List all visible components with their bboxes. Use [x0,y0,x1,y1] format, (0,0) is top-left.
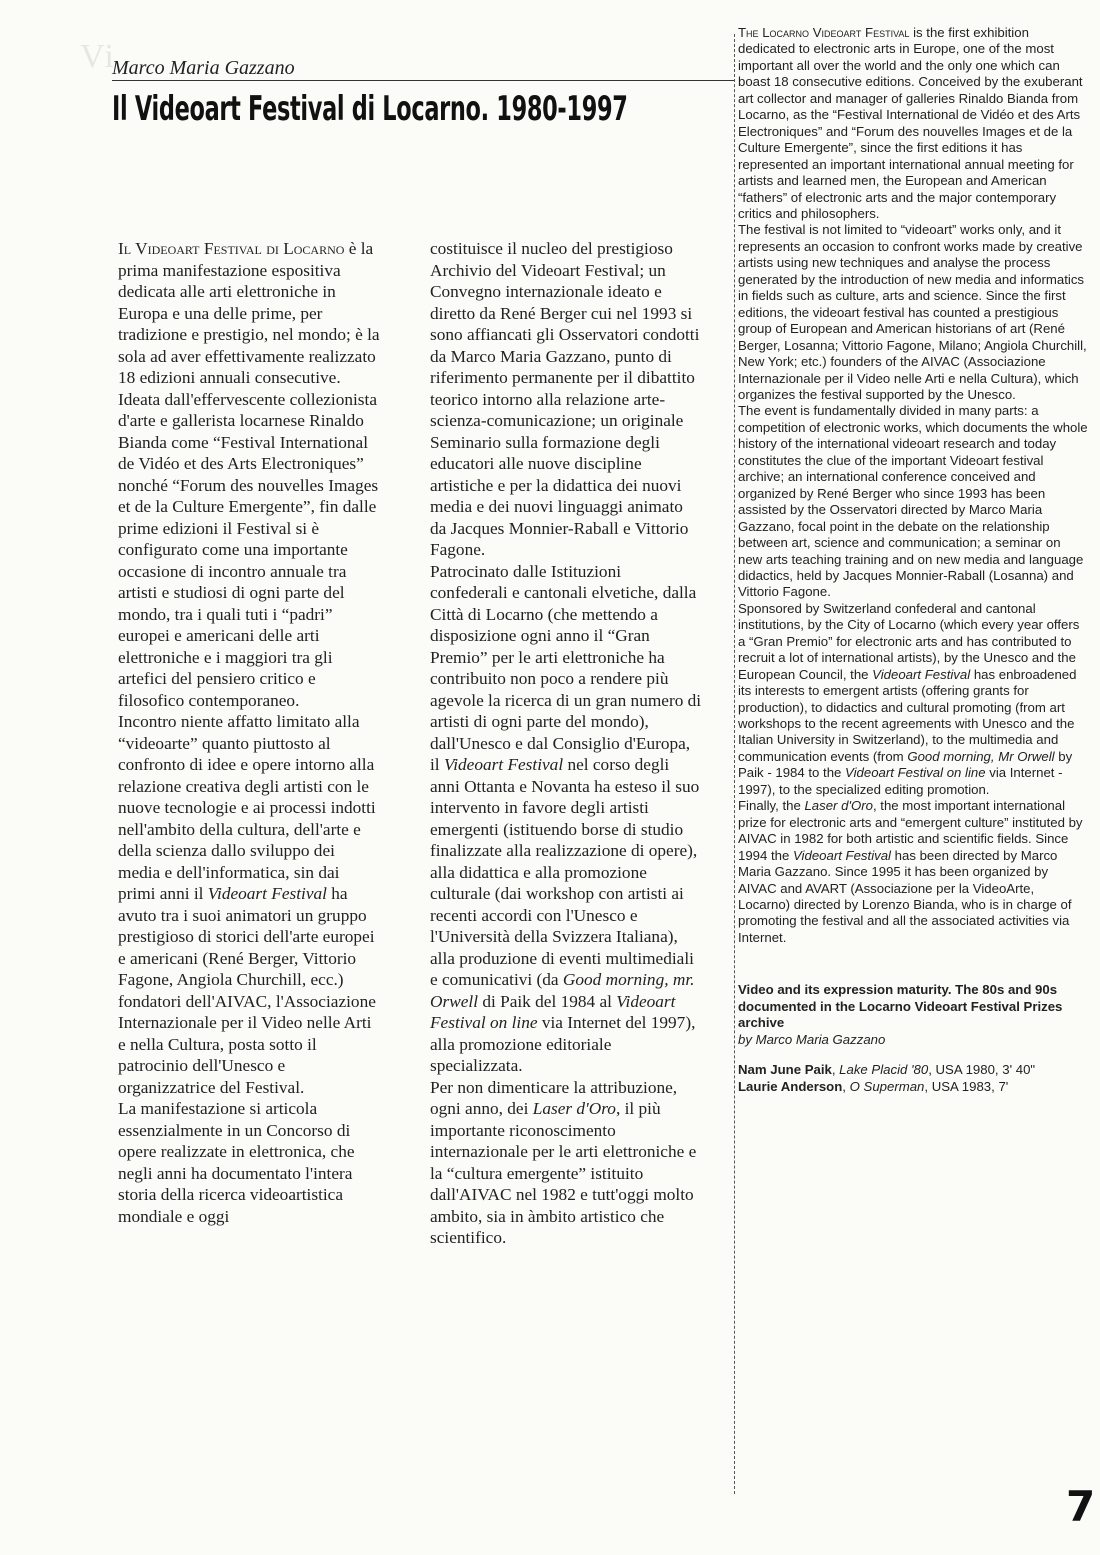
bleed-through-text: Vi [80,38,116,75]
paragraph: La manifestazione si articola essenzialmente in un Concorso di opere realizzate in elettronica, che negli anni ha documentato l'intera storia della ricerca videoartistica mondiale e oggi [118,1099,355,1226]
paragraph: Ideata dall'effervescente collezionista d'arte e gallerista locarnese Rinaldo Bianda come “Festival International de Vidéo et des Arts Electroniques” nonché “Forum des nouvelles Images et de la Culture Emergente”, fin dalle prime edizioni il Festival si è configurato come una importante occasione di incontro annuale tra artisti e studiosi di ogni parte del mondo, tra i quali tuti i “padri” europei e americani delle arti elettroniche e i maggiori tra gli artefici del pensiero critico e filosofico contemporaneo. [118,389,379,710]
lead-in: The Locarno Videoart Festival [738,25,910,40]
paragraph: Finally, the Laser d'Oro, the most important international prize for electronic arts and “emergent culture” instituted by AIVAC in 1982 for both artistic and scientific fields. Since 1994 the Videoart Festival has been directed by Marco Maria Gazzano. Since 1995 it has been organized by AIVAC and AVART (Associazione per la VideoArte, Locarno) directed by Lorenzo Bianda, who is in charge of promoting the festival and all the associated activities via Internet. [738,798,1083,945]
paragraph: Per non dimenticare la attribuzione, ogni anno, dei Laser d'Oro, il più importante riconoscimento internazionale per le arti elettroniche e la “cultura emergente” istituito dall'AIVAC nel 1982 e tutt'oggi molto ambito, sia in àmbito artistico che scientifico. [430,1077,697,1247]
paragraph: costituisce il nucleo del prestigioso Archivio del Videoart Festival; un Convegno internazionale ideato e diretto da René Berger cui nel 1993 si sono affiancati gli Osservatori condotti da Marco Maria Gazzano, punto di riferimento permanente per il dibattito teorico intorno alla relazione arte-scienza-comunicazione; un originale Seminario sulla formazione degli educatori alle nuove discipline artistiche e per la didattica dei nuovi media e dei nuovi linguaggi animato da Jacques Monnier-Raball e Vittorio Fagone. [430,239,700,559]
credits-title: Video and its expression maturity. The 80s and 90s documented in the Locarno Videoart Festival Prizes archive [738,982,1063,1031]
work-details: , USA 1983, 7' [924,1078,1009,1094]
work-entry: Laurie Anderson, O Superman, USA 1983, 7' [738,1078,1009,1094]
lead-in: Il Videoart Festival di Locarno [118,239,345,258]
article-title: Il Videoart Festival di Locarno. 1980-1997 [112,89,628,129]
paragraph: Sponsored by Switzerland confederal and cantonal institutions, by the City of Locarno (which every year offers a “Gran Premio” for electronic arts and has contributed to recruit a lot of international artists), by the Unesco and the European Council, the Videoart Festival has enbroadened its interests to emergent artists (offering grants for production), to didactics and cultural promoting (from art workshops to the recent agreements with Unesco and the Italian University in Switzerland), to the multimedia and communication events (from Good morning, Mr Orwell by Paik - 1984 to the Videoart Festival on line via Internet - 1997), to the specialized editing promotion. [738,600,1080,797]
page-number: 7 [1066,1482,1096,1531]
credits-block [738,982,1088,1048]
work-title: Lake Placid '80 [839,1062,929,1078]
paragraph: The event is fundamentally divided in many parts: a competition of electronic works, which documents the whole history of the international videoart research and today constitutes the clue of the important Videoart festival archive; an international conference conceived and organized by René Berger who since 1993 has been assisted by the Osservatori directed by Marco Maria Gazzano, focal point in the debate on the relationship between art, science and communication; a seminar on new arts teaching training and on new media and language didactics, held by Jacques Monnier-Raball (Losanna) and Vittorio Fagone. [738,403,1088,600]
paragraph: Patrocinato dalle Istituzioni confederali e cantonali elvetiche, dalla Città di Locarno (che mettendo a disposizione ogni anno il “Gran Premio” per le arti elettroniche ha contribuito non poco a rendere più agevole la ricerca di un gran numero di artisti di ogni parte del mondo), dall'Unesco e dal Consiglio d'Europa, il Videoart Festival nel corso degli anni Ottanta e Novanta ha esteso il suo intervento in favore degli artisti emergenti (istituendo borse di studio finalizzate alla realizzazione di opere), alla didattica e alla promozione culturale (dai workshop con artisti ai recenti accordi con l'Unesco e l'Università della Svizzera Italiana), alla produzione di eventi multimediali e comunicativi (da Good morning, mr. Orwell di Paik del 1984 al Videoart Festival on line via Internet del 1997), alla promozione editoriale specializzata. [430,561,702,1075]
paragraph: Incontro niente affatto limitato alla “videoarte” quanto piuttosto al confronto di idee e opere intorno alla relazione creativa degli artisti con le nuove tecnologie e ai processi indotti nell'ambito della cultura, dell'arte e della scienza dallo sviluppo dei media e dell'informatica, sin dai primi anni il Videoart Festival ha avuto tra i suoi animatori un gruppo prestigioso di storici dell'arte europei e americani (René Berger, Vittorio Fagone, Angiola Churchill, ecc.) fondatori dell'AIVAC, l'Associazione Internazionale per il Video nelle Arti e nella Cultura, posta sotto il patrocinio dell'Unesco e organizzatrice del Festival. [118,712,376,1097]
work-title: O Superman [849,1078,925,1094]
work-details: , USA 1980, 3' 40" [928,1062,1036,1078]
credits-byline: by Marco Maria Gazzano [738,1031,886,1047]
header-rule [112,80,735,81]
work-artist: Nam June Paik [738,1062,832,1078]
paragraph: The festival is not limited to “videoart” works only, and it represents an occasion to confront works made by creative artists using new techniques and analyse the process generated by the introduction of new media and informatics in fields such as culture, arts and science. Since the first editions, the videoart festival has counted a prestigious group of European and American historians of art (René Berger, Losanna; Vittorio Fagone, Milano; Angiola Churchill, New York; etc.) founders of the AIVAC (Associazione Internazionale per il Video nelle Arti e nella Cultura), which organizes the festival supported by the Unesco. [738,222,1087,402]
paragraph: Il Videoart Festival di Locarno è la prima manifestazione espositiva dedicata alle arti elettroniche in Europa e una delle prime, per tradizione e prestigio, nel mondo; è la sola ad aver effettivamente realizzato 18 edizioni annuali consecutive. [118,239,380,387]
italian-column-2 [430,238,702,1249]
author-name: Marco Maria Gazzano [112,57,295,79]
italian-column-1 [118,238,380,1227]
english-column [738,25,1088,1095]
work-artist: Laurie Anderson [738,1078,843,1094]
column-divider [734,34,735,1494]
works-list [738,1062,1088,1095]
work-entry: Nam June Paik, Lake Placid '80, USA 1980, 3' 40" [738,1062,1036,1078]
paragraph: The Locarno Videoart Festival is the first exhibition dedicated to electronic arts in Europe, one of the most important all over the world and the only one which can boast 18 consecutive editions. Conceived by the exuberant art collector and manager of galleries Rinaldo Bianda from Locarno, as the “Festival International de Vidéo et des Arts Electroniques” and “Forum des nouvelles Images et de la Culture Emergente”, since the first editions it has represented an important international annual meeting for artists and learned men, the European and American “fathers” of electronic arts and the major contemporary critics and philosophers. [738,25,1083,221]
